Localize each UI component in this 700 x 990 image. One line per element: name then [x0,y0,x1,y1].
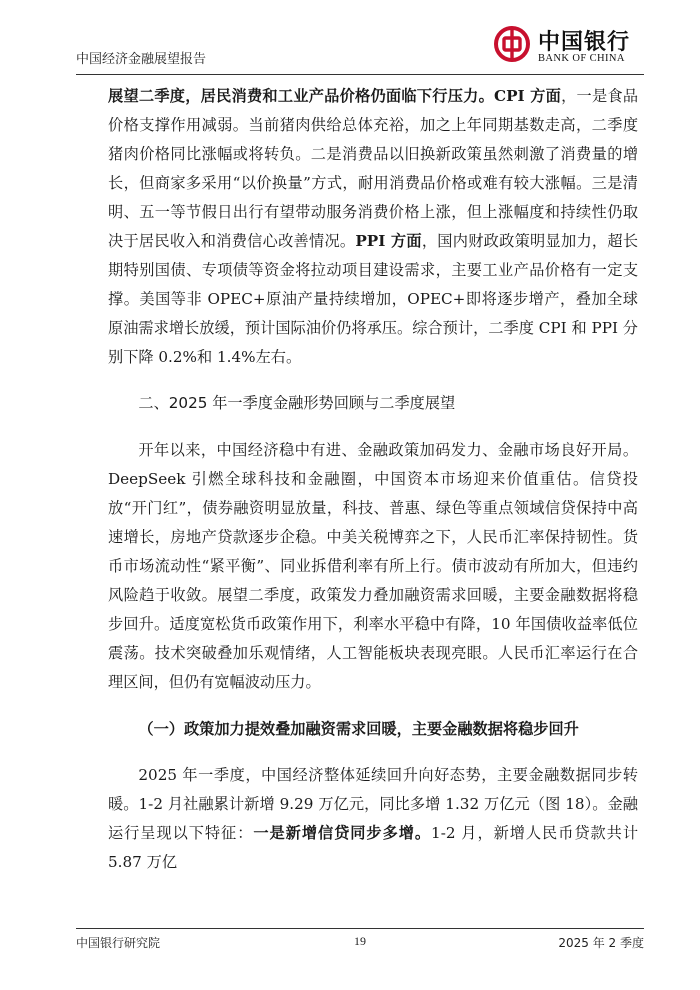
footer-institute: 中国银行研究院 [76,936,161,950]
page-header [76,22,644,74]
page-body [108,82,638,877]
cpi-heading: CPI 方面 [494,87,562,105]
logo-english-name: BANK OF CHINA [538,53,625,64]
report-title: 中国经济金融展望报告 [76,52,207,67]
footer-period: 2025 年 2 季度 [558,936,644,950]
ppi-text: ，国内财政政策明显加力，超长期特别国债、专项债等资金将拉动项目建设需求，主要工业产品价格有一定支撑。美国等非 OPEC+原油产量持续增加，OPEC+即将逐步增产，叠加全球原油需求增长放缓，预计国际油价仍将承压。综合预计，二季度 CPI 和 PPI 分别下降 0.2%和 1.4%左右。 [108,232,639,366]
paragraph-price-outlook [108,82,638,372]
logo-chinese-name: 中国银行 [538,29,631,55]
paragraph-credit-data [108,761,638,877]
header-divider [76,74,644,75]
subsection-heading: （一）政策加力提效叠加融资需求回暖，主要金融数据将稳步回升 [138,720,579,738]
credit-detail: 1-2 月，新增人民币贷款共计 5.87 万亿 [108,824,639,871]
credit-point-one: 一是新增信贷同步多增。 [253,824,432,842]
ppi-heading: PPI 方面 [355,232,422,250]
bank-logo-icon [494,26,530,62]
section-heading: 二、2025 年一季度金融形势回顾与二季度展望 [138,394,456,412]
page-number: 19 [354,934,366,948]
outlook-lead-sentence: 展望二季度，居民消费和工业产品价格仍面临下行压力。 [108,87,495,105]
page-footer [76,934,644,954]
footer-divider [76,928,644,929]
paragraph-financial-review: 开年以来，中国经济稳中有进、金融政策加码发力、金融市场良好开局。DeepSeek 引燃全球科技和金融圈，中国资本市场迎来价值重估。信贷投放“开门红”，债券融资明显放量，科技、普惠、绿色等重点领域信贷保持中高速增长，房地产贷款逐步企稳。中美关税博弈之下，人民币汇率保持韧性。货币市场流动性“紧平衡”、同业拆借利率有所上行。债市波动有所加大，但违约风险趋于收敛。展望二季度，政策发力叠加融资需求回暖，主要金融数据将稳步回升。适度宽松货币政策作用下，利率水平稳中有降，10 年国债收益率低位震荡。技术突破叠加乐观情绪，人工智能板块表现亮眼。人民币汇率运行在合理区间，但仍有宽幅波动压力。 [108,441,638,691]
cpi-text: ，一是食品价格支撑作用减弱。当前猪肉供给总体充裕，加之上年同期基数走高，二季度猪肉价格同比涨幅或将转负。二是消费品以旧换新政策虽然刺激了消费量的增长，但商家多采用“以价换量”方式，耐用消费品价格或难有较大涨幅。三是清明、五一等节假日出行有望带动服务消费价格上涨，但上涨幅度和持续性仍取决于居民收入和消费信心改善情况。 [108,87,639,250]
credit-intro: 2025 年一季度，中国经济整体延续回升向好态势，主要金融数据同步转暖。1-2 月社融累计新增 9.29 万亿元，同比多增 1.32 万亿元（图 18）。金融运行呈现以下特征： [108,766,638,842]
bank-of-china-logo [494,22,644,74]
